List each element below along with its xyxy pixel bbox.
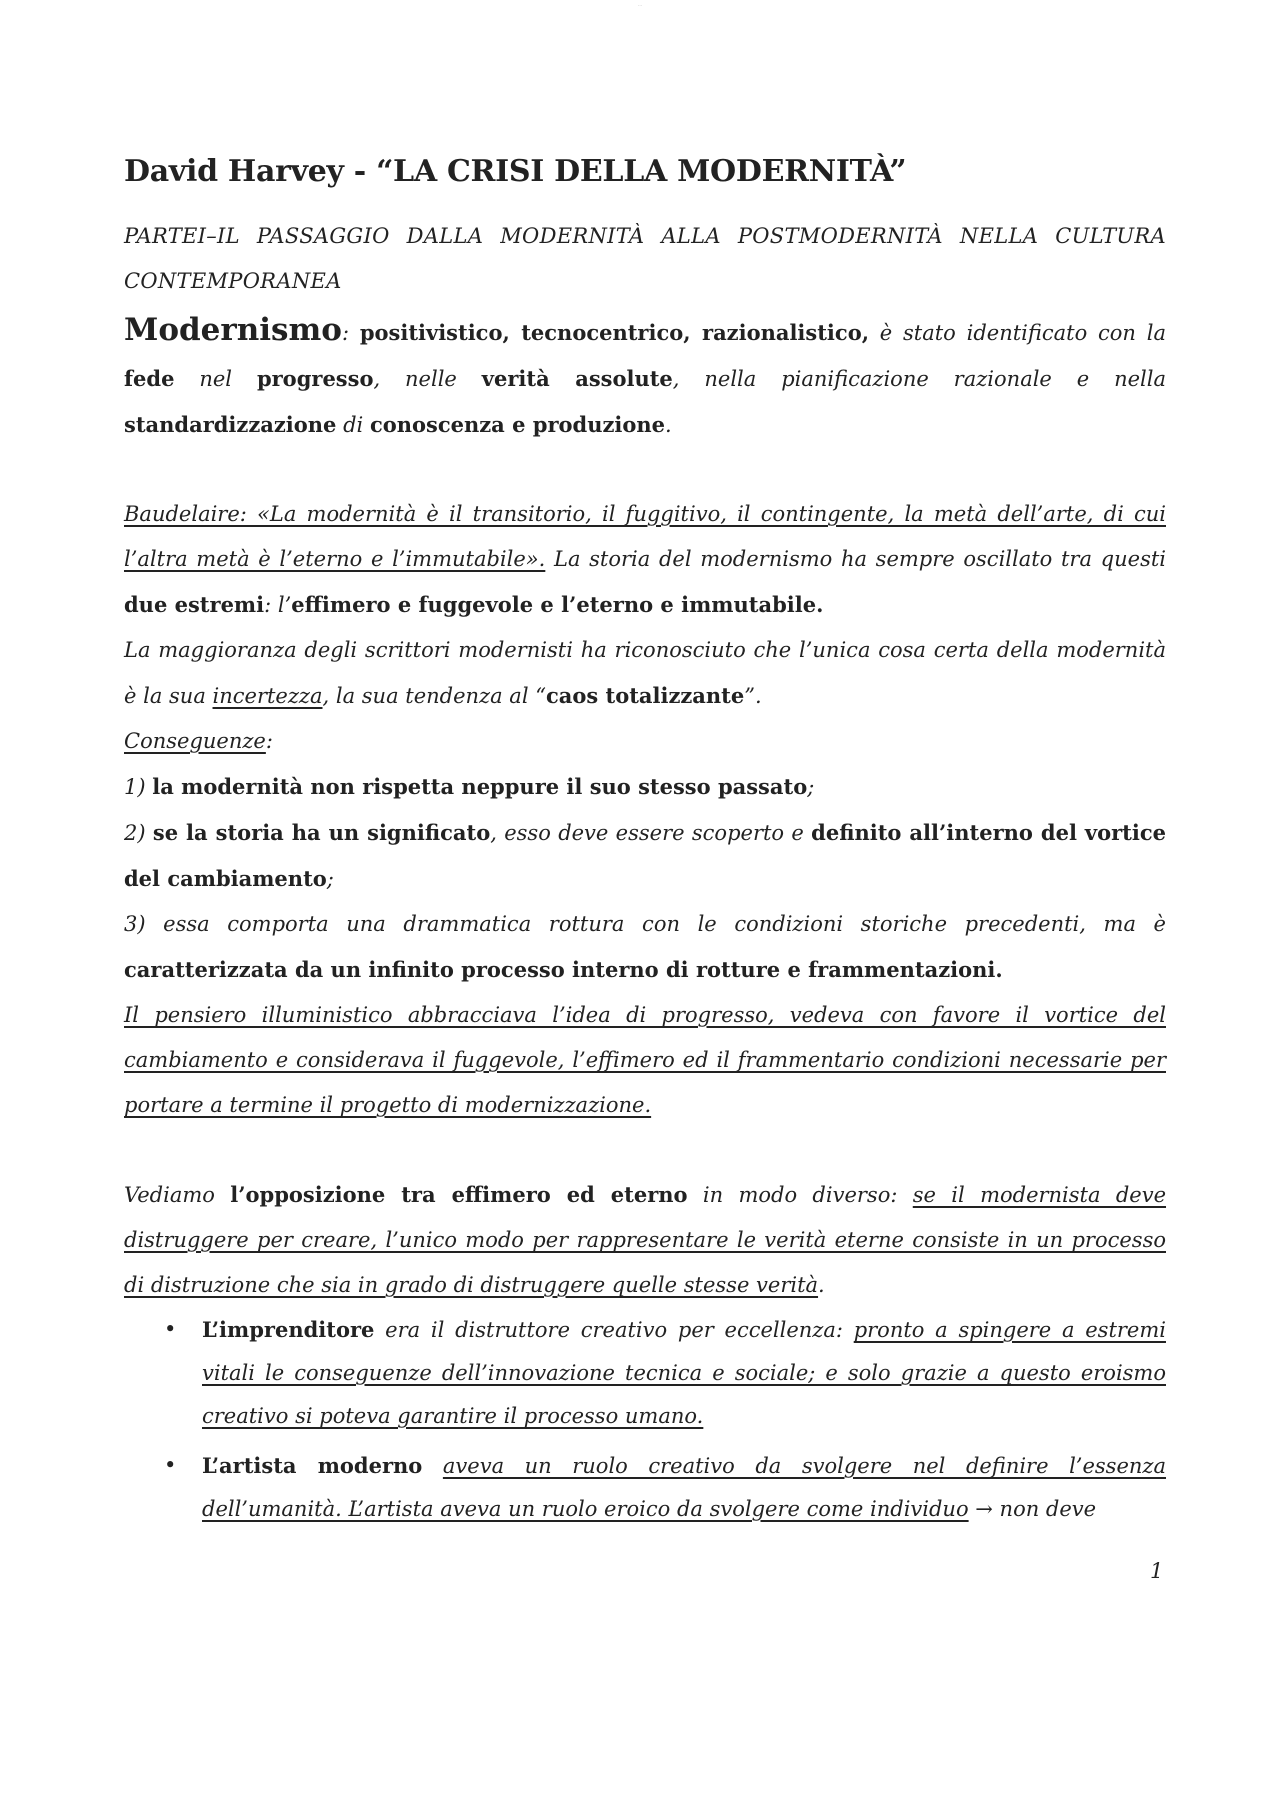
list-item: • L’imprenditore era il distruttore creativo per eccellenza: pronto a spingere a estremi vitali le conseguenze dell’innovazione tecnica e sociale; e solo grazie a questo eroismo creativo si poteva garantire il processo umano.: [124, 1308, 1166, 1438]
conseguenza-1: 1) la modernità non rispetta neppure il suo stesso passato;: [124, 774, 815, 799]
bullet-icon: •: [164, 1317, 177, 1341]
document-page: [124, 150, 1166, 1537]
paragraph-illuminismo: Il pensiero illuministico abbracciava l’idea di progresso, vedeva con favore il vortice del cambiamento e considerava il fuggevole, l’effimero ed il frammentario condizioni necessarie per portare a termine il progetto di modernizzazione.: [124, 1003, 1166, 1117]
conseguenze-heading: Conseguenze:: [124, 729, 273, 753]
bullet-list: [124, 1308, 1166, 1531]
paragraph-opposizione: Vediamo l’opposizione tra effimero ed eterno in modo diverso: se il modernista deve distruggere per creare, l’unico modo per rappresentare le verità eterne consiste in un processo di distruzione che sia in grado di distruggere quelle stesse verità.: [124, 1182, 1167, 1297]
bullet-icon: •: [164, 1453, 177, 1477]
conseguenza-2: 2) se la storia ha un significato, esso deve essere scoperto e definito all’interno del vortice del cambiamento;: [124, 820, 1166, 891]
list-item: • L’artista moderno aveva un ruolo creativo da svolgere nel definire l’essenza dell’umanità. L’artista aveva un ruolo eroico da svolgere come individuo → non deve: [124, 1444, 1166, 1531]
spacer: [124, 448, 1166, 492]
conseguenza-3: 3) essa comporta una drammatica rottura con le condizioni storiche precedenti, ma è caratterizzata da un infinito processo interno di rotture e frammentazioni.: [124, 912, 1166, 982]
spacer: [124, 1128, 1166, 1172]
paragraph-incertezza: La maggioranza degli scrittori modernisti ha riconosciuto che l’unica cosa certa della modernità è la sua incertezza, la sua tendenza al “caos totalizzante”.: [124, 638, 1166, 708]
document-title: David Harvey - “LA CRISI DELLA MODERNITÀ”: [124, 154, 907, 189]
paragraph-baudelaire: Baudelaire: «La modernità è il transitorio, il fuggitivo, il contingente, la metà dell’arte, di cui l’altra metà è l’eterno e l’immutabile». La storia del modernismo ha sempre oscillato tra questi due estremi: l’effimero e fuggevole e l’eterno e immutabile.: [124, 502, 1167, 617]
page-number: 1: [1150, 1559, 1164, 1583]
header-faint-text: ...: [637, 2, 643, 8]
term-modernismo: Modernismo: [124, 312, 342, 348]
part-subtitle: PARTEI–IL PASSAGGIO DALLA MODERNITÀ ALLA POSTMODERNITÀ NELLA CULTURA CONTEMPORANEA: [124, 224, 1166, 293]
paragraph-modernismo: Modernismo: positivistico, tecnocentrico, razionalistico, è stato identificato con la fede nel progresso, nelle verità assolute, nella pianificazione razionale e nella standardizzazione di conoscenza e produzione.: [124, 312, 1166, 437]
baudelaire-quote: Baudelaire: «La modernità è il transitorio, il fuggitivo, il contingente, la metà dell’arte, di cui l’altra metà è l’eterno e l’immutabile».: [124, 502, 1166, 571]
